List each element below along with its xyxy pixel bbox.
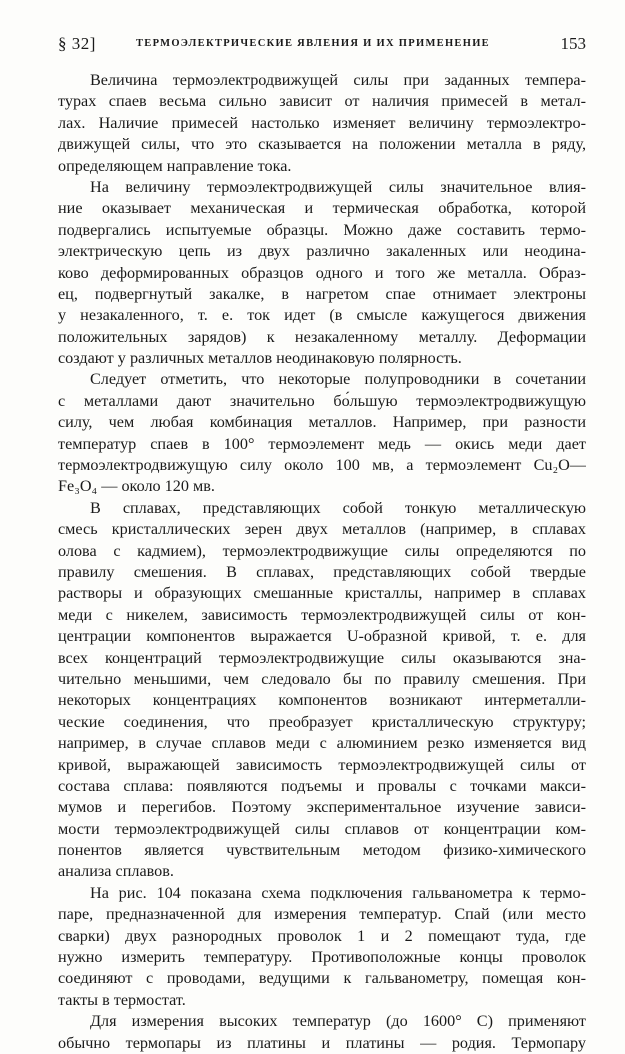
text-line: Для измерения высоких температур (до 1600° С) применяют (90, 1012, 586, 1031)
text-line: лах. Наличие примесей настолько изменяет величину термоэлектро- (58, 113, 586, 132)
text-line: температур спаев в 100° термоэлемент медь — окись меди дает (58, 434, 586, 453)
text-line: паре, предназначенной для измерения температур. Спай (или место (58, 905, 586, 924)
text-line: всех концентраций термоэлектродвижущие силы оказываются зна- (58, 648, 586, 667)
text-line: движущей силы, что это сказывается на положении металла в ряду, (58, 135, 586, 154)
text-line: На величину термоэлектродвижущей силы значительное влия- (90, 177, 586, 196)
text-line: смесь кристаллических зерен двух металлов (например, в сплавах (58, 520, 586, 539)
body-text (58, 70, 586, 1054)
text-line: у незакаленного, т. е. ток идет (в смысле кажущегося движения (58, 306, 586, 325)
text-line: олова с кадмием), термоэлектродвижущие силы определяются по (58, 541, 586, 560)
text-line: Fe₃O₄ — около 120 мв. (58, 477, 215, 496)
text-line: ние оказывает механическая и термическая обработка, которой (58, 199, 586, 218)
text-line: с металлами дают значительно бо́льшую термоэлектродвижущую (58, 391, 586, 410)
text-line: такты в термостат. (58, 990, 186, 1009)
text-line: чительно меньшими, чем следовало бы по правилу смешения. При (58, 669, 586, 688)
text-line: сварки) двух разнородных проволок 1 и 2 помещают туда, где (58, 926, 586, 945)
text-line: термоэлектродвижущую силу около 100 мв, а термоэлемент Cu₂O— (58, 456, 586, 475)
running-head (58, 34, 586, 58)
text-line: растворы и образующих смешанные кристаллы, например в сплавах (58, 584, 586, 603)
text-line: На рис. 104 показана схема подключения гальванометра к термо- (90, 883, 586, 902)
text-line: например, в случае сплавов меди с алюминием резко изменяется вид (58, 734, 586, 753)
section-reference: § 32] (58, 34, 96, 53)
text-line: ец, подвергнутый закалке, в нагретом спае отнимает электроны (58, 284, 586, 303)
text-line: положительных зарядов) к незакаленному металлу. Деформации (58, 327, 586, 346)
running-title: ТЕРМОЭЛЕКТРИЧЕСКИЕ ЯВЛЕНИЯ И ИХ ПРИМЕНЕНИЕ (136, 38, 490, 49)
text-line: силу, чем любая комбинация металлов. Например, при разности (58, 413, 586, 432)
text-line: определяющем направление тока. (58, 156, 292, 175)
text-line: Величина термоэлектродвижущей силы при заданных темпера- (90, 71, 586, 89)
text-line: электрическую цепь из двух различно закаленных или неодина- (58, 242, 586, 261)
text-line: мости термоэлектродвижущей силы сплавов от концентрации ком- (58, 819, 586, 838)
text-line: соединяют с проводами, ведущими к гальванометру, помещая кон- (58, 969, 586, 988)
text-line: центрации компонентов выражается U-образной кривой, т. е. для (58, 627, 586, 646)
text-line: мумов и перегибов. Поэтому экспериментальное изучение зависи- (58, 798, 586, 817)
text-line: понентов является чувствительным методом физико-химического (58, 841, 586, 860)
text-line: ково деформированных образцов одного и того же металла. Образ- (58, 263, 586, 282)
page-number: 153 (560, 34, 586, 53)
text-line: турах спаев весьма сильно зависит от наличия примесей в метал- (58, 92, 586, 111)
text-line: меди с никелем, зависимость термоэлектродвижущей силы от кон- (58, 605, 586, 624)
text-line: обычно термопары из платины и платины — родия. Термопару (58, 1033, 586, 1052)
text-line: ческие соединения, что преобразует кристаллическую структуру; (58, 712, 586, 731)
text-line: создают у различных металлов неодинаковую полярность. (58, 349, 462, 368)
text-line: подвергались испытуемые образцы. Можно даже составить термо- (58, 220, 586, 239)
text-line: кривой, выражающей зависимость термоэлектродвижущей силы от (58, 755, 586, 774)
text-line: нужно измерить температуру. Противоположные концы проволок (58, 948, 586, 967)
text-line: состава сплава: появляются подъемы и провалы с точками макси- (58, 776, 586, 795)
text-line: правилу смешения. В сплавах, представляющих собой твердые (58, 562, 586, 581)
text-line: анализа сплавов. (58, 862, 174, 881)
text-line: Следует отметить, что некоторые полупроводники в сочетании (90, 370, 586, 389)
text-line: В сплавах, представляющих собой тонкую металлическую (90, 498, 586, 517)
text-line: некоторых концентрациях компонентов возникают интерметалли- (58, 691, 586, 710)
